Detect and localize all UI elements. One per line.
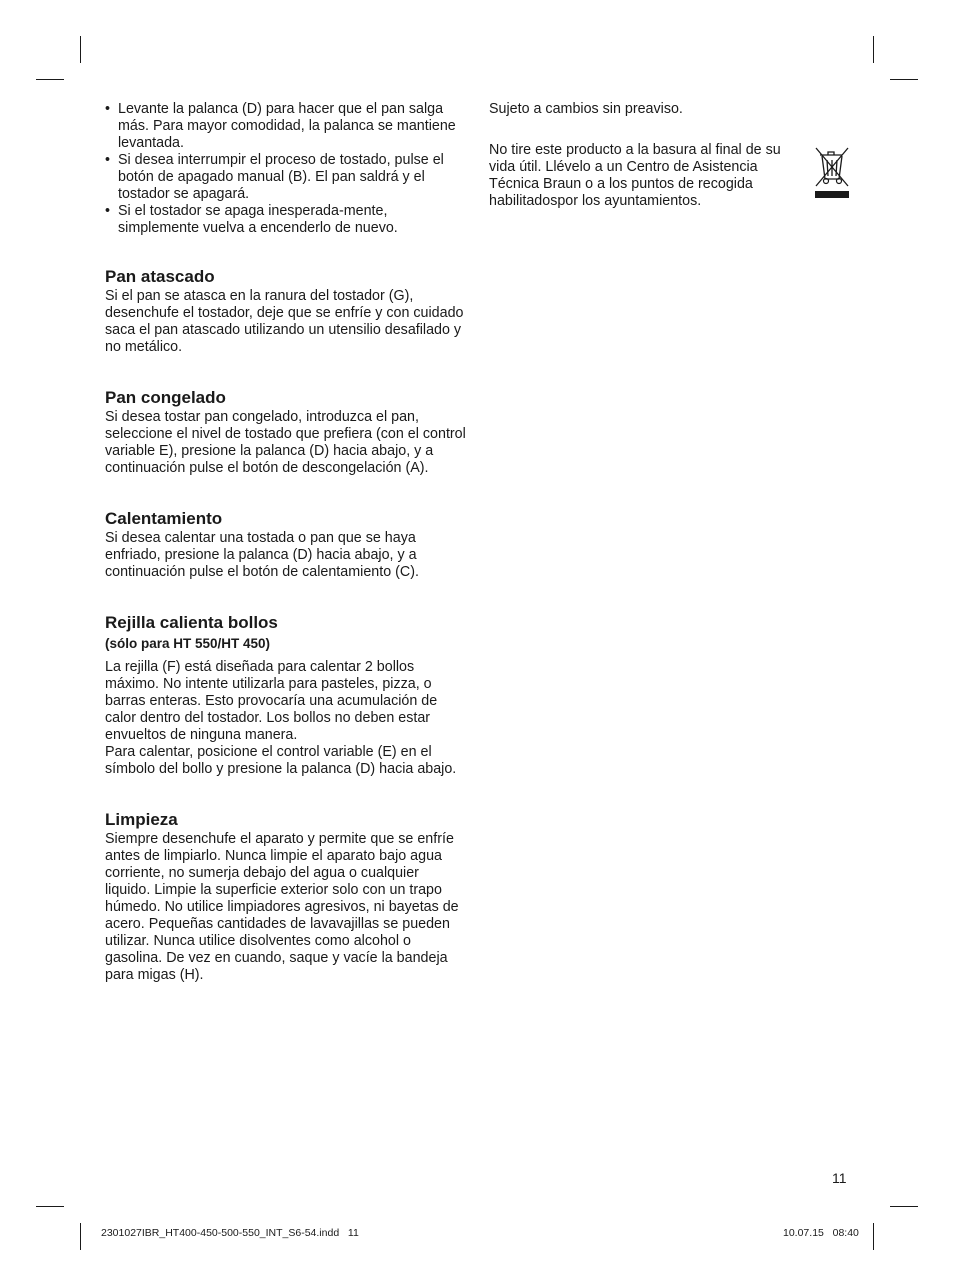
section-body: Si desea tostar pan congelado, introduzca el pan, seleccione el nivel de tostado que prefiera (con el control variable E), presione la palanca (D) hacia abajo, y a continuación pulse el botón de descongelación (A). [105,409,466,476]
crossed-out-wheelie-bin-icon [814,145,850,199]
footer-datetime: 10.07.15 08:40 [783,1227,859,1239]
section-heading: Calentamiento [105,509,223,528]
section-subheading: (sólo para HT 550/HT 450) [105,636,271,651]
section-body: Para calentar, posicione el control variable (E) en el símbolo del bollo y presione la palanca (D) hacia abajo. [105,744,457,777]
disposal-notice: No tire este producto a la basura al final de su vida útil. Llévelo a un Centro de Asistencia Técnica Braun o a los puntos de recogida habilitadospor los ayuntamientos. [489,142,781,209]
section-pan-atascado [105,266,467,356]
section-body: La rejilla (F) está diseñada para calentar 2 bollos máximo. No intente utilizarla para pasteles, pizza, o barras enteras. Esto provocaría una acumulación de calor dentro del tostador. Los bollos no deben estar envueltos de ninguna manera. [105,659,438,743]
section-heading: Rejilla calienta bollos [105,613,278,632]
crop-mark [890,1206,918,1207]
section-rejilla [105,612,467,778]
right-column [489,101,809,210]
change-notice: Sujeto a cambios sin preaviso. [489,101,683,117]
crop-mark [36,79,64,80]
crop-mark [890,79,918,80]
crop-mark [36,1206,64,1207]
section-heading: Pan atascado [105,267,215,286]
crop-mark [80,36,81,63]
section-calentamiento [105,508,467,581]
crop-mark [873,36,874,63]
footer-file-info: 2301027IBR_HT400-450-500-550_INT_S6-54.indd 11 [101,1227,359,1239]
bullet-item: • Levante la palanca (D) para hacer que el pan salga más. Para mayor comodidad, la palanca se mantiene levantada. [105,101,467,152]
instruction-bullets [105,101,467,237]
section-heading: Pan congelado [105,388,226,407]
section-limpieza [105,809,467,984]
section-heading: Limpieza [105,810,178,829]
crop-mark [80,1223,81,1250]
section-body: Siempre desenchufe el aparato y permite que se enfríe antes de limpiarlo. Nunca limpie el aparato bajo agua corriente, no sumerja debajo del agua o cualquier liquido. Limpie la superficie exterior solo con un trapo húmedo. No utilice limpiadores agresivos, ni bayetas de acero. Pequeñas cantidades de lavavajillas se pueden utilizar. Nunca utilice disolventes como alcohol o gasolina. De vez en cuando, saque y vacíe la bandeja para migas (H). [105,831,459,983]
bullet-item: • Si el tostador se apaga inesperada-mente, simplemente vuelva a encenderlo de nuevo. [105,203,467,237]
section-pan-congelado [105,387,467,477]
section-body: Si el pan se atasca en la ranura del tostador (G), desenchufe el tostador, deje que se enfríe y con cuidado saca el pan atascado utilizando un utensilio desafilado y no metálico. [105,288,464,355]
bullet-item: • Si desea interrumpir el proceso de tostado, pulse el botón de apagado manual (B). El pan saldrá y el tostador se apagará. [105,152,467,203]
crop-mark [873,1223,874,1250]
left-column [105,101,467,984]
page-number: 11 [832,1170,847,1186]
section-body: Si desea calentar una tostada o pan que se haya enfriado, presione la palanca (D) hacia abajo, y a continuación pulse el botón de calentamiento (C). [105,530,419,580]
